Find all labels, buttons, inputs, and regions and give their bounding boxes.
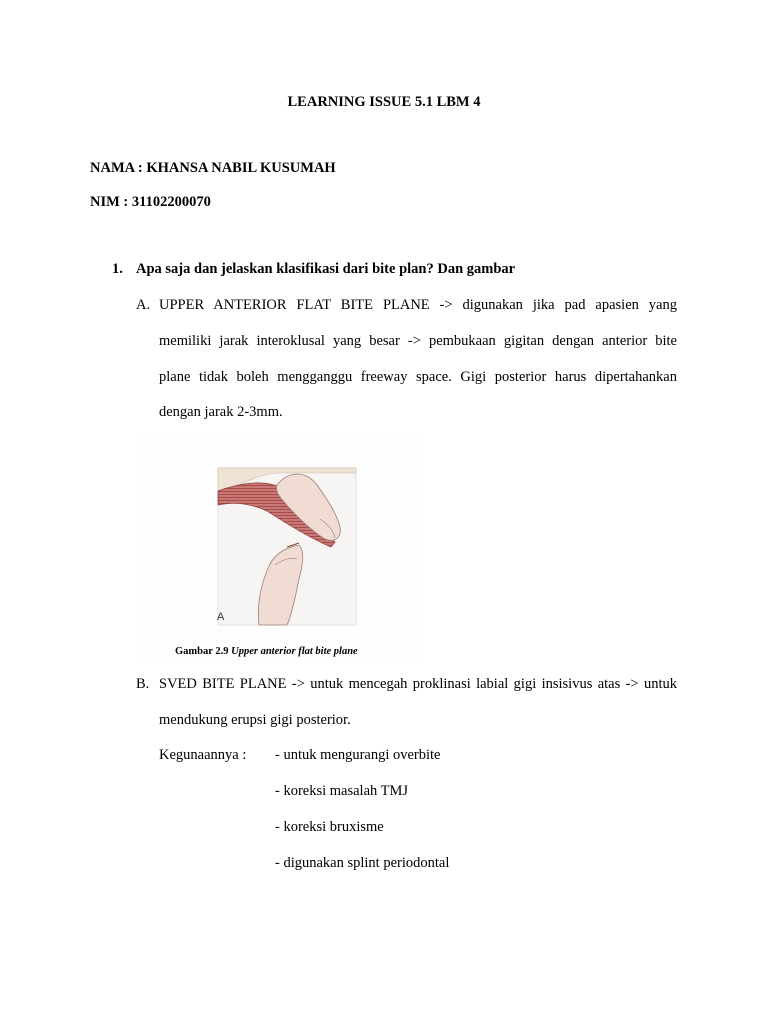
- bite-plane-illustration: [137, 439, 423, 661]
- question-text: Apa saja dan jelaskan klasifikasi dari bite plan? Dan gambar: [136, 261, 516, 277]
- item-b-marker: B.: [136, 676, 150, 692]
- item-b-line-1: SVED BITE PLANE -> untuk mencegah proklinasi labial gigi insisivus atas -> untuk: [159, 676, 677, 692]
- use-item-3: - koreksi bruxisme: [275, 819, 384, 835]
- figure-caption-title: Upper anterior flat bite plane: [231, 646, 358, 657]
- student-name: NAMA : KHANSA NABIL KUSUMAH: [90, 160, 336, 176]
- item-a-line-1: UPPER ANTERIOR FLAT BITE PLANE -> digunakan jika pad apasien yang: [159, 297, 677, 313]
- uses-label: Kegunaannya :: [159, 747, 247, 763]
- figure-caption: [175, 646, 358, 657]
- student-nim: NIM : 31102200070: [90, 194, 211, 210]
- use-item-1: - untuk mengurangi overbite: [275, 747, 441, 763]
- use-item-2: - koreksi masalah TMJ: [275, 783, 409, 799]
- item-a-line-2: memiliki jarak interoklusal yang besar -> pembukaan gigitan dengan anterior bite: [159, 333, 677, 349]
- item-a-line-4: dengan jarak 2-3mm.: [159, 404, 283, 420]
- item-a-line-3: plane tidak boleh mengganggu freeway space. Gigi posterior harus dipertahankan: [159, 369, 677, 385]
- figure-caption-prefix: Gambar 2.9: [175, 646, 232, 657]
- use-item-4: - digunakan splint periodontal: [275, 855, 450, 871]
- item-b-line-2: mendukung erupsi gigi posterior.: [159, 712, 351, 728]
- figure-panel-label: A: [217, 611, 225, 623]
- question-number: 1.: [112, 261, 123, 277]
- page-title: LEARNING ISSUE 5.1 LBM 4: [287, 94, 481, 110]
- bite-plane-figure: [137, 439, 423, 661]
- item-a-marker: A.: [136, 297, 151, 313]
